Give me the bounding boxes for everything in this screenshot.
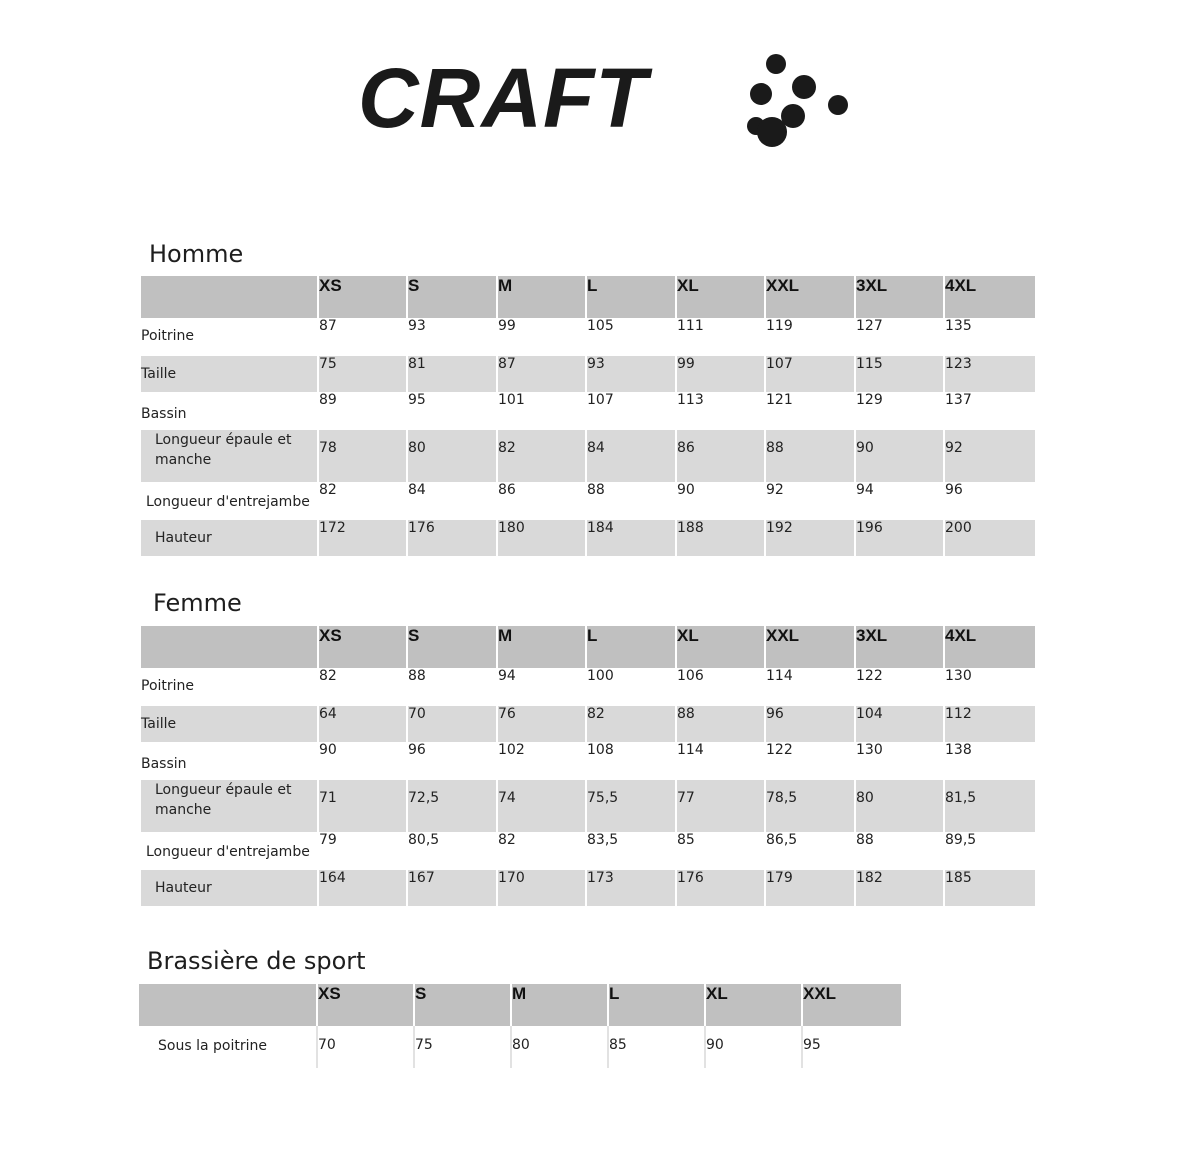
table-cell: 90 — [676, 482, 765, 520]
table-cell: 173 — [586, 870, 676, 906]
size-header: M — [497, 276, 586, 318]
table-cell: 108 — [586, 742, 676, 780]
table-cell: 130 — [945, 668, 972, 684]
table-cell: 188 — [676, 520, 765, 556]
table-cell: 99 — [676, 356, 765, 392]
header-corner — [141, 276, 318, 318]
table-cell: 107 — [586, 392, 676, 430]
size-header: 3XL — [855, 276, 944, 318]
header-row — [141, 626, 1035, 668]
table-cell: 84 — [586, 430, 676, 482]
table-cell: 81 — [407, 356, 497, 392]
table-cell: 184 — [586, 520, 676, 556]
table-cell: 88 — [586, 482, 676, 520]
table-row — [141, 832, 1035, 870]
table-cell: 80,5 — [407, 832, 497, 870]
table-cell: 81,5 — [944, 780, 1035, 832]
table-cell: 179 — [765, 870, 855, 906]
table-cell: 90 — [318, 742, 407, 780]
table-cell: 107 — [765, 356, 855, 392]
table-cell: 100 — [586, 668, 676, 706]
row-label: Poitrine — [141, 318, 318, 356]
table-cell: 176 — [407, 520, 497, 556]
size-header: L — [586, 626, 676, 668]
size-header: S — [407, 626, 497, 668]
table-cell: 127 — [855, 318, 944, 356]
table-cell: 95 — [803, 1037, 821, 1053]
table-cell: 196 — [855, 520, 944, 556]
table-cell: 70 — [317, 1026, 414, 1068]
section-title-femme: Femme — [153, 589, 242, 617]
table-cell: 92 — [765, 482, 855, 520]
section-title-homme: Homme — [149, 240, 244, 268]
table-cell: 130 — [855, 742, 944, 780]
table-row — [141, 318, 1035, 356]
table-cell: 96 — [945, 482, 963, 498]
size-header: L — [586, 276, 676, 318]
size-header: XL — [676, 626, 765, 668]
size-header: XL — [705, 984, 802, 1026]
table-cell: 119 — [765, 318, 855, 356]
table-cell: 82 — [586, 706, 676, 742]
size-header: S — [407, 276, 497, 318]
size-header: 3XL — [855, 626, 944, 668]
table-row — [141, 392, 1035, 430]
table-cell: 111 — [676, 318, 765, 356]
table-cell: 115 — [855, 356, 944, 392]
table-cell: 101 — [497, 392, 586, 430]
table-cell: 122 — [855, 668, 944, 706]
size-header: M — [511, 984, 608, 1026]
table-cell: 96 — [765, 706, 855, 742]
table-cell: 75 — [414, 1026, 511, 1068]
table-cell: 75 — [318, 356, 407, 392]
table-cell: 164 — [318, 870, 407, 906]
table-cell: 78 — [318, 430, 407, 482]
row-label: Longueur d'entrejambe — [141, 832, 318, 870]
table-cell: 106 — [676, 668, 765, 706]
table-cell: 71 — [318, 780, 407, 832]
table-cell: 172 — [318, 520, 407, 556]
size-header: L — [608, 984, 705, 1026]
row-label: Taille — [141, 706, 318, 742]
table-cell: 121 — [765, 392, 855, 430]
table-row — [141, 742, 1035, 780]
table-cell: 89 — [318, 392, 407, 430]
table-cell: 88 — [855, 832, 944, 870]
table-cell: 92 — [944, 430, 1035, 482]
table-row — [141, 520, 1035, 556]
table-cell: 70 — [407, 706, 497, 742]
table-cell: 104 — [855, 706, 944, 742]
table-cell: 170 — [497, 870, 586, 906]
table-cell: 87 — [318, 318, 407, 356]
table-cell: 114 — [765, 668, 855, 706]
table-cell: 180 — [497, 520, 586, 556]
table-row — [141, 668, 1035, 706]
table-cell: 93 — [586, 356, 676, 392]
logo-dots-icon — [746, 52, 856, 147]
row-label: Bassin — [141, 742, 318, 780]
size-table-femme — [141, 626, 1035, 906]
section-title-brassiere: Brassière de sport — [147, 947, 366, 975]
row-label: Bassin — [141, 392, 318, 430]
craft-logo — [358, 52, 858, 147]
table-cell: 99 — [497, 318, 586, 356]
size-table-homme — [141, 276, 1035, 556]
table-cell: 88 — [407, 668, 497, 706]
table-cell: 182 — [855, 870, 944, 906]
table-cell: 64 — [318, 706, 407, 742]
row-label: Poitrine — [141, 668, 318, 706]
table-cell: 167 — [407, 870, 497, 906]
table-cell: 90 — [855, 430, 944, 482]
table-cell: 137 — [945, 392, 972, 408]
table-cell: 84 — [407, 482, 497, 520]
row-label: Hauteur — [141, 520, 318, 556]
table-cell: 89,5 — [945, 832, 977, 848]
table-cell: 83,5 — [586, 832, 676, 870]
table-cell: 80 — [511, 1026, 608, 1068]
table-cell: 102 — [497, 742, 586, 780]
table-cell: 76 — [497, 706, 586, 742]
table-cell: 80 — [407, 430, 497, 482]
table-row — [141, 430, 1035, 482]
header-row — [141, 276, 1035, 318]
table-cell: 200 — [944, 520, 1035, 556]
table-cell: 77 — [676, 780, 765, 832]
size-header: XXL — [765, 626, 855, 668]
table-cell: 74 — [497, 780, 586, 832]
table-row — [141, 482, 1035, 520]
table-cell: 78,5 — [765, 780, 855, 832]
table-cell: 96 — [407, 742, 497, 780]
table-row — [141, 780, 1035, 832]
table-cell: 113 — [676, 392, 765, 430]
size-header: 4XL — [944, 276, 1035, 318]
table-cell: 192 — [765, 520, 855, 556]
table-cell: 79 — [318, 832, 407, 870]
header-corner — [139, 984, 317, 1026]
size-header: XS — [318, 276, 407, 318]
table-cell: 82 — [318, 668, 407, 706]
table-cell: 114 — [676, 742, 765, 780]
row-label: Taille — [141, 356, 318, 392]
table-cell: 112 — [944, 706, 1035, 742]
table-cell: 135 — [945, 318, 972, 334]
table-cell: 122 — [765, 742, 855, 780]
table-cell: 94 — [855, 482, 944, 520]
size-table-brassiere — [139, 984, 901, 1068]
table-cell: 94 — [497, 668, 586, 706]
table-cell: 82 — [497, 430, 586, 482]
table-cell: 86,5 — [765, 832, 855, 870]
size-header: XXL — [765, 276, 855, 318]
table-row — [141, 356, 1035, 392]
table-cell: 90 — [705, 1026, 802, 1068]
table-row — [141, 870, 1035, 906]
table-cell: 85 — [676, 832, 765, 870]
table-cell: 80 — [855, 780, 944, 832]
table-cell: 87 — [497, 356, 586, 392]
table-cell: 95 — [407, 392, 497, 430]
size-header: XS — [318, 626, 407, 668]
table-row — [139, 1026, 901, 1068]
size-header: 4XL — [944, 626, 1035, 668]
header-row — [139, 984, 901, 1026]
row-label: Longueur épaule et manche — [141, 430, 318, 482]
size-header: XS — [317, 984, 414, 1026]
size-header: XXL — [802, 984, 901, 1026]
table-cell: 105 — [586, 318, 676, 356]
header-corner — [141, 626, 318, 668]
logo-wordmark: CRAFT — [358, 51, 648, 145]
table-row — [141, 706, 1035, 742]
size-header: S — [414, 984, 511, 1026]
table-cell: 82 — [497, 832, 586, 870]
row-label: Longueur d'entrejambe — [141, 482, 318, 520]
size-header: XL — [676, 276, 765, 318]
row-label: Longueur épaule et manche — [141, 780, 318, 832]
table-cell: 82 — [318, 482, 407, 520]
size-header: M — [497, 626, 586, 668]
table-cell: 123 — [944, 356, 1035, 392]
table-cell: 138 — [945, 742, 972, 758]
table-cell: 88 — [676, 706, 765, 742]
table-cell: 176 — [676, 870, 765, 906]
table-cell: 86 — [676, 430, 765, 482]
table-cell: 129 — [855, 392, 944, 430]
table-cell: 93 — [407, 318, 497, 356]
table-cell: 72,5 — [407, 780, 497, 832]
row-label: Sous la poitrine — [139, 1026, 317, 1068]
row-label: Hauteur — [141, 870, 318, 906]
table-cell: 85 — [608, 1026, 705, 1068]
table-cell: 88 — [765, 430, 855, 482]
table-cell: 185 — [944, 870, 1035, 906]
table-cell: 86 — [497, 482, 586, 520]
table-cell: 75,5 — [586, 780, 676, 832]
